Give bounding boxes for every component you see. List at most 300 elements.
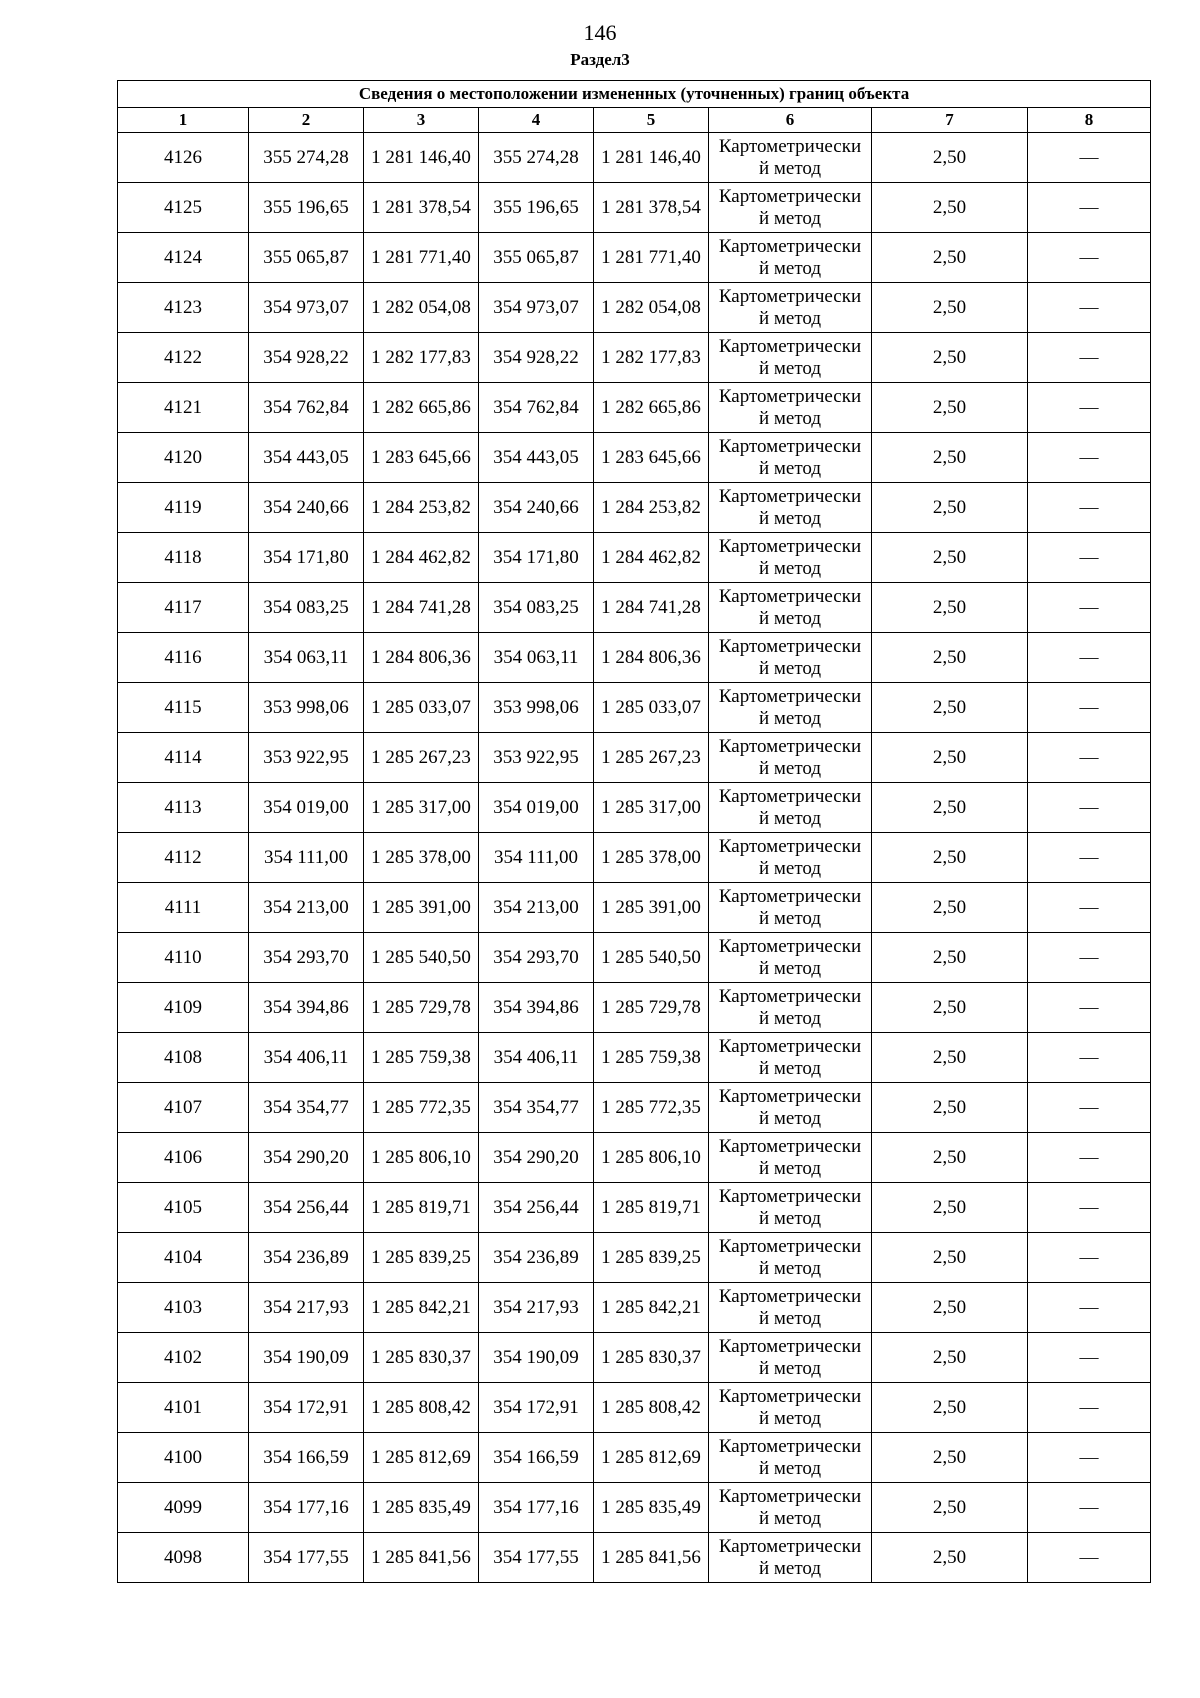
new-x-cell: 354 762,84 — [479, 383, 594, 433]
note-cell: — — [1028, 833, 1151, 883]
existing-y-cell: 1 284 253,82 — [364, 483, 479, 533]
table-row — [118, 983, 1151, 1033]
table-row — [118, 1383, 1151, 1433]
accuracy-cell: 2,50 — [872, 833, 1028, 883]
accuracy-cell: 2,50 — [872, 1333, 1028, 1383]
new-x-cell: 354 443,05 — [479, 433, 594, 483]
method-line-1: Картометрически — [718, 1535, 862, 1557]
existing-y-cell: 1 285 267,23 — [364, 733, 479, 783]
method-cell — [709, 583, 872, 633]
table-row — [118, 683, 1151, 733]
point-number-cell: 4116 — [118, 633, 249, 683]
method-line-1: Картометрически — [718, 385, 862, 407]
point-number-cell: 4103 — [118, 1283, 249, 1333]
new-x-cell: 355 065,87 — [479, 233, 594, 283]
accuracy-cell: 2,50 — [872, 283, 1028, 333]
existing-y-cell: 1 285 842,21 — [364, 1283, 479, 1333]
note-cell: — — [1028, 1533, 1151, 1583]
table-row — [118, 1033, 1151, 1083]
existing-x-cell: 355 196,65 — [249, 183, 364, 233]
column-number: 1 — [118, 108, 249, 133]
new-y-cell: 1 285 835,49 — [594, 1483, 709, 1533]
note-cell: — — [1028, 1133, 1151, 1183]
method-cell — [709, 1533, 872, 1583]
existing-x-cell: 354 973,07 — [249, 283, 364, 333]
point-number-cell: 4100 — [118, 1433, 249, 1483]
column-number-row — [118, 108, 1151, 133]
method-cell — [709, 633, 872, 683]
note-cell: — — [1028, 933, 1151, 983]
method-line-2: й метод — [758, 1307, 822, 1329]
table-row — [118, 883, 1151, 933]
method-cell — [709, 1483, 872, 1533]
new-y-cell: 1 285 391,00 — [594, 883, 709, 933]
method-line-2: й метод — [758, 507, 822, 529]
method-line-2: й метод — [758, 457, 822, 479]
accuracy-cell: 2,50 — [872, 1533, 1028, 1583]
existing-x-cell: 354 213,00 — [249, 883, 364, 933]
point-number-cell: 4105 — [118, 1183, 249, 1233]
table-row — [118, 283, 1151, 333]
accuracy-cell: 2,50 — [872, 1033, 1028, 1083]
method-line-2: й метод — [758, 1057, 822, 1079]
note-cell: — — [1028, 1383, 1151, 1433]
existing-y-cell: 1 283 645,66 — [364, 433, 479, 483]
existing-x-cell: 354 217,93 — [249, 1283, 364, 1333]
table-row — [118, 433, 1151, 483]
point-number-cell: 4119 — [118, 483, 249, 533]
note-cell: — — [1028, 783, 1151, 833]
new-x-cell: 354 177,55 — [479, 1533, 594, 1583]
column-number: 2 — [249, 108, 364, 133]
method-line-2: й метод — [758, 257, 822, 279]
method-line-2: й метод — [758, 1107, 822, 1129]
new-x-cell: 354 177,16 — [479, 1483, 594, 1533]
method-line-1: Картометрически — [718, 285, 862, 307]
accuracy-cell: 2,50 — [872, 633, 1028, 683]
point-number-cell: 4113 — [118, 783, 249, 833]
existing-x-cell: 354 406,11 — [249, 1033, 364, 1083]
table-row — [118, 1283, 1151, 1333]
method-line-2: й метод — [758, 207, 822, 229]
method-cell — [709, 883, 872, 933]
method-cell — [709, 783, 872, 833]
method-cell — [709, 1233, 872, 1283]
existing-y-cell: 1 281 771,40 — [364, 233, 479, 283]
new-x-cell: 353 998,06 — [479, 683, 594, 733]
point-number-cell: 4108 — [118, 1033, 249, 1083]
new-y-cell: 1 285 033,07 — [594, 683, 709, 733]
existing-y-cell: 1 284 806,36 — [364, 633, 479, 683]
method-line-1: Картометрически — [718, 785, 862, 807]
existing-y-cell: 1 281 146,40 — [364, 133, 479, 183]
existing-y-cell: 1 285 841,56 — [364, 1533, 479, 1583]
method-line-1: Картометрически — [718, 1385, 862, 1407]
existing-x-cell: 354 240,66 — [249, 483, 364, 533]
accuracy-cell: 2,50 — [872, 1283, 1028, 1333]
method-line-2: й метод — [758, 607, 822, 629]
existing-x-cell: 354 166,59 — [249, 1433, 364, 1483]
method-line-2: й метод — [758, 657, 822, 679]
table-caption: Сведения о местоположении измененных (уточненных) границ объекта — [118, 81, 1151, 108]
new-x-cell: 353 922,95 — [479, 733, 594, 783]
table-row — [118, 1083, 1151, 1133]
method-line-1: Картометрически — [718, 685, 862, 707]
method-line-1: Картометрически — [718, 585, 862, 607]
method-line-1: Картометрически — [718, 1235, 862, 1257]
new-x-cell: 354 394,86 — [479, 983, 594, 1033]
new-y-cell: 1 284 253,82 — [594, 483, 709, 533]
method-line-1: Картометрически — [718, 1335, 862, 1357]
point-number-cell: 4109 — [118, 983, 249, 1033]
existing-x-cell: 354 172,91 — [249, 1383, 364, 1433]
existing-x-cell: 354 083,25 — [249, 583, 364, 633]
table-row — [118, 1233, 1151, 1283]
column-number: 8 — [1028, 108, 1151, 133]
method-line-2: й метод — [758, 307, 822, 329]
point-number-cell: 4111 — [118, 883, 249, 933]
existing-x-cell: 354 443,05 — [249, 433, 364, 483]
point-number-cell: 4107 — [118, 1083, 249, 1133]
method-line-2: й метод — [758, 807, 822, 829]
method-cell — [709, 1083, 872, 1133]
new-y-cell: 1 285 759,38 — [594, 1033, 709, 1083]
existing-x-cell: 354 293,70 — [249, 933, 364, 983]
method-cell — [709, 1383, 872, 1433]
existing-x-cell: 354 762,84 — [249, 383, 364, 433]
accuracy-cell: 2,50 — [872, 883, 1028, 933]
new-y-cell: 1 284 806,36 — [594, 633, 709, 683]
accuracy-cell: 2,50 — [872, 483, 1028, 533]
note-cell: — — [1028, 433, 1151, 483]
point-number-cell: 4098 — [118, 1533, 249, 1583]
note-cell: — — [1028, 983, 1151, 1033]
column-number: 6 — [709, 108, 872, 133]
method-cell — [709, 433, 872, 483]
existing-y-cell: 1 285 839,25 — [364, 1233, 479, 1283]
new-x-cell: 354 166,59 — [479, 1433, 594, 1483]
new-y-cell: 1 285 839,25 — [594, 1233, 709, 1283]
accuracy-cell: 2,50 — [872, 983, 1028, 1033]
new-y-cell: 1 285 841,56 — [594, 1533, 709, 1583]
existing-x-cell: 355 065,87 — [249, 233, 364, 283]
table-body — [118, 133, 1151, 1583]
new-x-cell: 354 406,11 — [479, 1033, 594, 1083]
note-cell: — — [1028, 1283, 1151, 1333]
existing-y-cell: 1 285 759,38 — [364, 1033, 479, 1083]
accuracy-cell: 2,50 — [872, 933, 1028, 983]
point-number-cell: 4122 — [118, 333, 249, 383]
new-x-cell: 354 171,80 — [479, 533, 594, 583]
method-line-2: й метод — [758, 907, 822, 929]
note-cell: — — [1028, 583, 1151, 633]
table-row — [118, 333, 1151, 383]
existing-x-cell: 353 998,06 — [249, 683, 364, 733]
point-number-cell: 4110 — [118, 933, 249, 983]
point-number-cell: 4115 — [118, 683, 249, 733]
accuracy-cell: 2,50 — [872, 183, 1028, 233]
new-x-cell: 354 019,00 — [479, 783, 594, 833]
note-cell: — — [1028, 283, 1151, 333]
new-y-cell: 1 282 177,83 — [594, 333, 709, 383]
table-row — [118, 583, 1151, 633]
new-x-cell: 354 293,70 — [479, 933, 594, 983]
point-number-cell: 4121 — [118, 383, 249, 433]
new-y-cell: 1 285 819,71 — [594, 1183, 709, 1233]
method-cell — [709, 283, 872, 333]
new-y-cell: 1 282 054,08 — [594, 283, 709, 333]
new-y-cell: 1 281 378,54 — [594, 183, 709, 233]
accuracy-cell: 2,50 — [872, 433, 1028, 483]
table-row — [118, 783, 1151, 833]
accuracy-cell: 2,50 — [872, 583, 1028, 633]
method-line-1: Картометрически — [718, 635, 862, 657]
existing-y-cell: 1 285 806,10 — [364, 1133, 479, 1183]
note-cell: — — [1028, 233, 1151, 283]
method-cell — [709, 933, 872, 983]
existing-y-cell: 1 282 177,83 — [364, 333, 479, 383]
section-title: Раздел3 — [570, 50, 630, 69]
existing-x-cell: 354 177,16 — [249, 1483, 364, 1533]
point-number-cell: 4125 — [118, 183, 249, 233]
table-row — [118, 133, 1151, 183]
existing-y-cell: 1 285 033,07 — [364, 683, 479, 733]
method-cell — [709, 333, 872, 383]
point-number-cell: 4099 — [118, 1483, 249, 1533]
point-number-cell: 4126 — [118, 133, 249, 183]
point-number-cell: 4120 — [118, 433, 249, 483]
new-x-cell: 354 083,25 — [479, 583, 594, 633]
method-line-2: й метод — [758, 1257, 822, 1279]
new-x-cell: 354 063,11 — [479, 633, 594, 683]
existing-y-cell: 1 282 054,08 — [364, 283, 479, 333]
existing-x-cell: 354 063,11 — [249, 633, 364, 683]
table-row — [118, 833, 1151, 883]
table-row — [118, 483, 1151, 533]
new-x-cell: 354 190,09 — [479, 1333, 594, 1383]
new-y-cell: 1 282 665,86 — [594, 383, 709, 433]
new-x-cell: 354 256,44 — [479, 1183, 594, 1233]
new-y-cell: 1 284 741,28 — [594, 583, 709, 633]
new-y-cell: 1 285 808,42 — [594, 1383, 709, 1433]
accuracy-cell: 2,50 — [872, 1433, 1028, 1483]
method-line-2: й метод — [758, 1457, 822, 1479]
method-line-2: й метод — [758, 1407, 822, 1429]
new-x-cell: 354 928,22 — [479, 333, 594, 383]
new-y-cell: 1 285 772,35 — [594, 1083, 709, 1133]
point-number-cell: 4118 — [118, 533, 249, 583]
existing-x-cell: 354 928,22 — [249, 333, 364, 383]
table-row — [118, 1333, 1151, 1383]
new-x-cell: 355 274,28 — [479, 133, 594, 183]
new-y-cell: 1 285 267,23 — [594, 733, 709, 783]
existing-x-cell: 354 236,89 — [249, 1233, 364, 1283]
new-x-cell: 354 240,66 — [479, 483, 594, 533]
existing-x-cell: 354 190,09 — [249, 1333, 364, 1383]
table-row — [118, 233, 1151, 283]
existing-y-cell: 1 285 835,49 — [364, 1483, 479, 1533]
note-cell: — — [1028, 1083, 1151, 1133]
method-line-2: й метод — [758, 1357, 822, 1379]
existing-y-cell: 1 285 378,00 — [364, 833, 479, 883]
accuracy-cell: 2,50 — [872, 383, 1028, 433]
note-cell: — — [1028, 683, 1151, 733]
existing-x-cell: 354 019,00 — [249, 783, 364, 833]
table-row — [118, 533, 1151, 583]
method-cell — [709, 533, 872, 583]
existing-x-cell: 354 394,86 — [249, 983, 364, 1033]
method-cell — [709, 483, 872, 533]
note-cell: — — [1028, 533, 1151, 583]
existing-y-cell: 1 281 378,54 — [364, 183, 479, 233]
existing-y-cell: 1 285 819,71 — [364, 1183, 479, 1233]
method-line-1: Картометрически — [718, 935, 862, 957]
existing-y-cell: 1 285 812,69 — [364, 1433, 479, 1483]
note-cell: — — [1028, 183, 1151, 233]
table-row — [118, 1533, 1151, 1583]
existing-y-cell: 1 285 830,37 — [364, 1333, 479, 1383]
method-line-1: Картометрически — [718, 135, 862, 157]
method-line-1: Картометрически — [718, 735, 862, 757]
method-line-1: Картометрически — [718, 1435, 862, 1457]
table-row — [118, 933, 1151, 983]
note-cell: — — [1028, 1183, 1151, 1233]
point-number-cell: 4114 — [118, 733, 249, 783]
note-cell: — — [1028, 1233, 1151, 1283]
point-number-cell: 4124 — [118, 233, 249, 283]
new-x-cell: 354 213,00 — [479, 883, 594, 933]
accuracy-cell: 2,50 — [872, 1083, 1028, 1133]
method-line-2: й метод — [758, 957, 822, 979]
method-line-2: й метод — [758, 1207, 822, 1229]
new-x-cell: 354 217,93 — [479, 1283, 594, 1333]
method-cell — [709, 733, 872, 783]
note-cell: — — [1028, 1333, 1151, 1383]
table-row — [118, 1133, 1151, 1183]
note-cell: — — [1028, 1483, 1151, 1533]
table-row — [118, 633, 1151, 683]
method-cell — [709, 1033, 872, 1083]
accuracy-cell: 2,50 — [872, 733, 1028, 783]
existing-x-cell: 354 256,44 — [249, 1183, 364, 1233]
method-line-1: Картометрически — [718, 185, 862, 207]
method-cell — [709, 233, 872, 283]
table-row — [118, 383, 1151, 433]
accuracy-cell: 2,50 — [872, 333, 1028, 383]
accuracy-cell: 2,50 — [872, 533, 1028, 583]
new-y-cell: 1 283 645,66 — [594, 433, 709, 483]
method-line-1: Картометрически — [718, 1135, 862, 1157]
point-number-cell: 4106 — [118, 1133, 249, 1183]
method-cell — [709, 1183, 872, 1233]
method-line-2: й метод — [758, 357, 822, 379]
new-y-cell: 1 285 317,00 — [594, 783, 709, 833]
accuracy-cell: 2,50 — [872, 233, 1028, 283]
existing-y-cell: 1 285 391,00 — [364, 883, 479, 933]
accuracy-cell: 2,50 — [872, 1233, 1028, 1283]
method-line-1: Картометрически — [718, 485, 862, 507]
method-cell — [709, 683, 872, 733]
method-line-1: Картометрически — [718, 435, 862, 457]
method-line-1: Картометрически — [718, 235, 862, 257]
table-row — [118, 1183, 1151, 1233]
accuracy-cell: 2,50 — [872, 1183, 1028, 1233]
method-line-2: й метод — [758, 1157, 822, 1179]
boundary-coordinates-table — [117, 80, 1151, 1583]
existing-x-cell: 355 274,28 — [249, 133, 364, 183]
new-y-cell: 1 281 771,40 — [594, 233, 709, 283]
method-line-1: Картометрически — [718, 985, 862, 1007]
existing-x-cell: 354 111,00 — [249, 833, 364, 883]
method-cell — [709, 1333, 872, 1383]
method-line-2: й метод — [758, 707, 822, 729]
method-line-2: й метод — [758, 1507, 822, 1529]
method-line-2: й метод — [758, 1557, 822, 1579]
note-cell: — — [1028, 1033, 1151, 1083]
table-row — [118, 183, 1151, 233]
new-y-cell: 1 285 806,10 — [594, 1133, 709, 1183]
method-line-2: й метод — [758, 557, 822, 579]
method-line-2: й метод — [758, 157, 822, 179]
method-cell — [709, 1283, 872, 1333]
method-line-2: й метод — [758, 1007, 822, 1029]
method-cell — [709, 183, 872, 233]
new-y-cell: 1 285 812,69 — [594, 1433, 709, 1483]
new-x-cell: 355 196,65 — [479, 183, 594, 233]
new-y-cell: 1 285 830,37 — [594, 1333, 709, 1383]
column-number: 3 — [364, 108, 479, 133]
point-number-cell: 4123 — [118, 283, 249, 333]
new-y-cell: 1 284 462,82 — [594, 533, 709, 583]
method-cell — [709, 133, 872, 183]
new-y-cell: 1 285 378,00 — [594, 833, 709, 883]
existing-x-cell: 353 922,95 — [249, 733, 364, 783]
method-line-1: Картометрически — [718, 1035, 862, 1057]
note-cell: — — [1028, 483, 1151, 533]
method-cell — [709, 833, 872, 883]
accuracy-cell: 2,50 — [872, 783, 1028, 833]
method-line-1: Картометрически — [718, 1185, 862, 1207]
method-line-2: й метод — [758, 757, 822, 779]
accuracy-cell: 2,50 — [872, 133, 1028, 183]
method-line-1: Картометрически — [718, 1285, 862, 1307]
method-line-2: й метод — [758, 857, 822, 879]
method-line-1: Картометрически — [718, 885, 862, 907]
new-y-cell: 1 281 146,40 — [594, 133, 709, 183]
existing-x-cell: 354 354,77 — [249, 1083, 364, 1133]
point-number-cell: 4117 — [118, 583, 249, 633]
note-cell: — — [1028, 633, 1151, 683]
table-row — [118, 1433, 1151, 1483]
method-line-1: Картометрически — [718, 535, 862, 557]
existing-y-cell: 1 284 462,82 — [364, 533, 479, 583]
existing-y-cell: 1 285 729,78 — [364, 983, 479, 1033]
accuracy-cell: 2,50 — [872, 1133, 1028, 1183]
column-number: 5 — [594, 108, 709, 133]
method-line-1: Картометрически — [718, 835, 862, 857]
note-cell: — — [1028, 883, 1151, 933]
method-line-1: Картометрически — [718, 335, 862, 357]
table-row — [118, 1483, 1151, 1533]
existing-y-cell: 1 285 772,35 — [364, 1083, 479, 1133]
note-cell: — — [1028, 383, 1151, 433]
page-number: 146 — [583, 20, 617, 45]
new-x-cell: 354 973,07 — [479, 283, 594, 333]
point-number-cell: 4102 — [118, 1333, 249, 1383]
method-cell — [709, 1133, 872, 1183]
note-cell: — — [1028, 1433, 1151, 1483]
new-y-cell: 1 285 540,50 — [594, 933, 709, 983]
